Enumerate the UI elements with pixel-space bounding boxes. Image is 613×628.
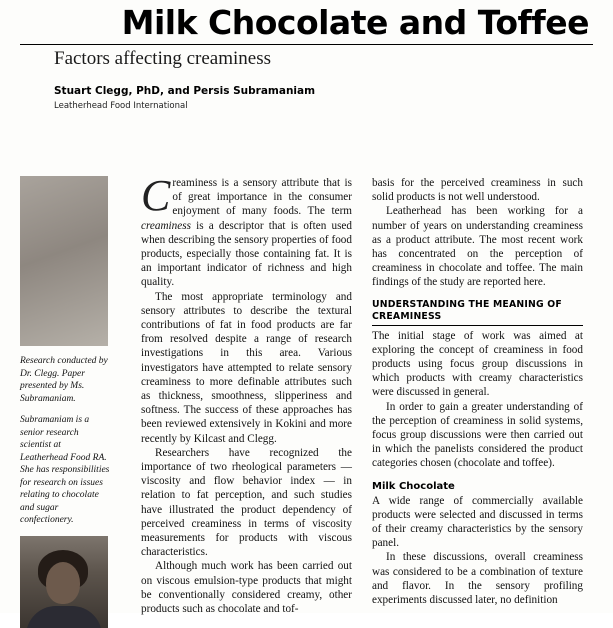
column-right	[372, 176, 583, 607]
paragraph-left-2: The most appropriate terminology and sensory attributes to describe the textural contributions of fat in food products are far from resolved despite a range of research investigations in this area. Various investigators have attempted to relate sensory creaminess to more definable attributes such as thickness, smoothness, slipperiness and softness. The success of these approaches has been reviewed extensively in Kokini and more recently by Kilcast and Clegg.	[141, 290, 352, 445]
portrait-face	[46, 562, 80, 604]
paragraph-right-5: A wide range of commercially available products were selected and discussed in terms of their creamy characteristics by the sensory panel.	[372, 494, 583, 550]
page-title: Milk Chocolate and Toffee	[121, 3, 589, 42]
paragraph-left-4: Although much work has been carried out on viscous emulsion-type products that might be conventionally considered creamy, other products such as chocolate and tof-	[141, 560, 352, 616]
column-left	[141, 171, 352, 616]
article-authors: Stuart Clegg, PhD, and Persis Subramaniam	[54, 85, 316, 97]
sidebar	[20, 176, 120, 628]
paragraph-right-2: Leatherhead has been working for a number of years on understanding creaminess as a product attribute. The most recent work has concentrated on the perception of creaminess in chocolate and toffee. The main findings of the study are reported here.	[372, 205, 583, 289]
paragraph-right-4: In order to gain a greater understanding of the perception of creaminess in solid systems, focus group discussions were then carried out in which the panelists considered the product categories chosen (chocolate and toffee).	[372, 400, 583, 470]
paragraph-right-6: In these discussions, overall creaminess was considered to be a combination of texture and flavor. In the sensory profiling experiments discussed later, no definition	[372, 551, 583, 607]
paragraph-right-1: basis for the perceived creaminess in such solid products is not well understood.	[372, 177, 583, 204]
title-divider	[20, 44, 593, 45]
paragraph-intro-text: reaminess is a sensory attribute that is of great importance in the consumer enjoyment of many foods. The term	[172, 177, 352, 218]
sidebar-caption	[20, 355, 110, 527]
masthead	[20, 0, 593, 112]
drop-cap: C	[141, 171, 171, 220]
paragraph-right-3: The initial stage of work was aimed at exploring the concept of creaminess in food products using focus group discussions in which products with creamy characteristics were discussed in general.	[372, 329, 583, 399]
sidebar-caption-bio: Subramaniam is a senior research scientist at Leatherhead Food RA. She has responsibilities for research on issues relating to chocolate and sugar confectionery.	[20, 415, 110, 525]
subsection-heading-milk-chocolate: Milk Chocolate	[372, 480, 455, 492]
paragraph-intro-tail: is a descriptor that is often used when describing the sensory properties of food products, especially those containing fat. It is an important indicator of richness and high quality.	[141, 219, 352, 289]
paragraph-intro	[141, 171, 352, 290]
author-portrait	[20, 536, 108, 628]
portrait-shoulders	[26, 606, 102, 628]
article-subtitle: Factors affecting creaminess	[54, 48, 272, 69]
paragraph-left-3: Researchers have recognized the importance of two rheological parameters — viscosity and flow behavior index — in relation to fat perception, and such studies have illustrated the product dependency of perceived creaminess in terms of viscosity measurements for products with viscous characteristics.	[141, 446, 352, 559]
article-body	[20, 160, 593, 616]
term-creaminess: creaminess	[141, 219, 191, 232]
sidebar-caption-credit: Research conducted by Dr. Clegg. Paper presented by Ms. Subramaniam.	[20, 356, 108, 404]
decorative-photo-top	[20, 176, 108, 346]
author-affiliation: Leatherhead Food International	[54, 101, 188, 111]
section-heading-understanding: UNDERSTANDING THE MEANING OF CREAMINESS	[372, 298, 562, 323]
section-heading-divider	[372, 325, 583, 326]
